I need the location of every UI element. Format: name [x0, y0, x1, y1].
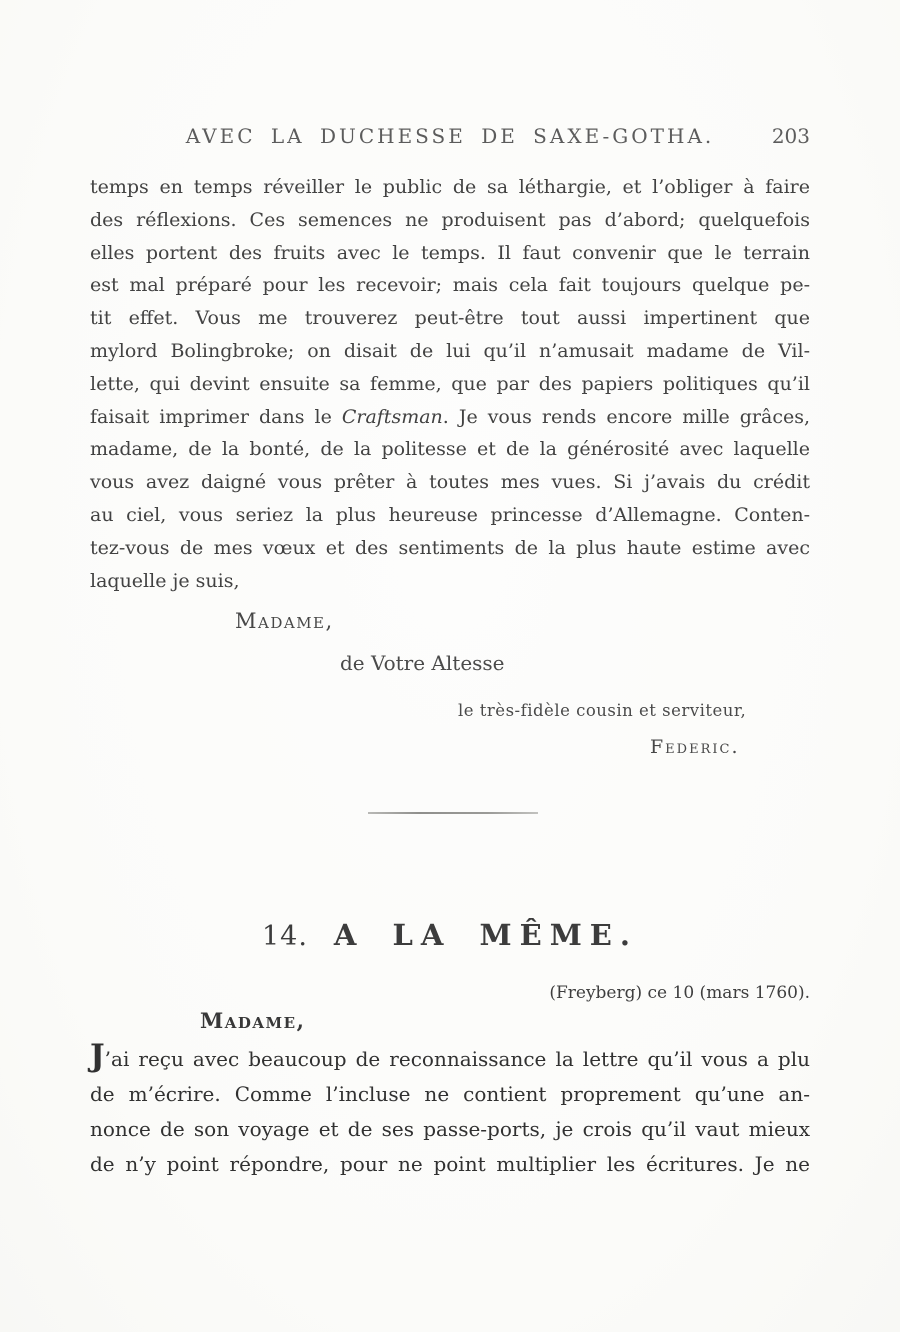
salutation-madame: Madame, — [200, 1008, 306, 1033]
body-line: de n’y point répondre, pour ne point multiplier les écritures. Je ne — [90, 1152, 810, 1176]
body-line-craftsman — [90, 401, 810, 434]
body-line: vous avez daigné vous prêter à toutes mes vues. Si j’avais du crédit — [90, 471, 810, 494]
line-text: faisait imprimer dans le — [90, 405, 342, 428]
body-line: laquelle je suis, — [90, 569, 240, 592]
body-line: tit effet. Vous me trouverez peut-être tout aussi impertinent que — [90, 307, 810, 330]
closing-altesse: de Votre Altesse — [340, 651, 505, 675]
line-text: . Je vous rends encore mille grâces, — [442, 405, 810, 428]
signature-federic: Federic. — [650, 736, 740, 758]
letter-title: A LA MÊME. — [333, 918, 639, 952]
closing-serviteur: le très-fidèle cousin et serviteur, — [458, 701, 747, 720]
letter-14-heading — [90, 918, 810, 952]
running-head — [90, 124, 810, 154]
body-line: au ciel, vous seriez la plus heureuse princesse d’Allemagne. Conten- — [90, 503, 810, 526]
body-line: nonce de son voyage et de ses passe-ports, je crois qu’il vaut mieux — [90, 1117, 810, 1141]
body-line: elles portent des fruits avec le temps. Il faut convenir que le terrain — [90, 241, 810, 264]
letter-13-body — [90, 171, 810, 597]
closing-madame: Madame, — [235, 609, 334, 633]
body-line: de m’écrire. Comme l’incluse ne contient proprement qu’une an- — [90, 1082, 810, 1106]
body-line: mylord Bolingbroke; on disait de lui qu’il n’amusait madame de Vil- — [90, 339, 810, 362]
drop-cap-initial: J — [90, 1038, 105, 1074]
italic-term-craftsman: Craftsman — [341, 405, 443, 428]
running-head-title: AVEC LA DUCHESSE DE SAXE-GOTHA. — [185, 124, 715, 148]
body-line-first — [90, 1038, 810, 1077]
body-line: des réflexions. Ces semences ne produisent pas d’abord; quelquefois — [90, 208, 810, 231]
body-line: lette, qui devint ensuite sa femme, que par des papiers politiques qu’il — [90, 372, 810, 395]
letter-number: 14. — [261, 921, 308, 952]
body-line: temps en temps réveiller le public de sa léthargie, et l’obliger à faire — [90, 176, 810, 198]
body-line: madame, de la bonté, de la politesse et de la générosité avec laquelle — [90, 438, 810, 461]
page-number: 203 — [771, 124, 810, 148]
line-text: ’ai reçu avec beaucoup de reconnaissance la lettre qu’il vous a plu — [104, 1047, 810, 1071]
dateline: (Freyberg) ce 10 (mars 1760). — [549, 983, 810, 1003]
body-line: tez-vous de mes vœux et des sentiments de la plus haute estime avec — [90, 536, 810, 559]
body-line: est mal préparé pour les recevoir; mais cela fait toujours quelque pe- — [90, 274, 810, 297]
section-divider — [368, 812, 538, 814]
letter-14-body — [90, 1038, 810, 1182]
